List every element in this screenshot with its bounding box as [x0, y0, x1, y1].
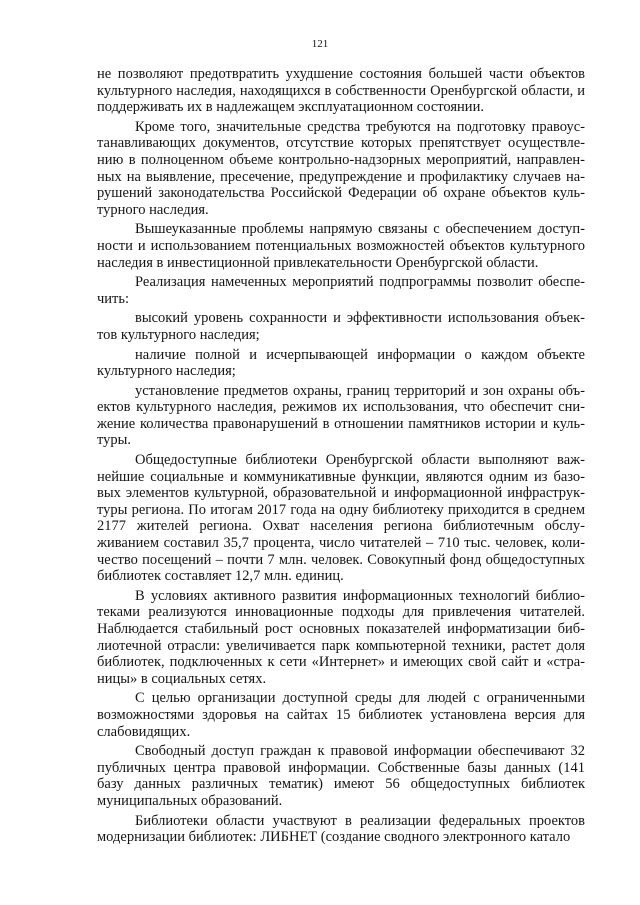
list-item-complete-information: наличие полной и исчерпывающей информации о каждом объекте культурного наследия;: [97, 346, 585, 380]
page-number: 121: [311, 38, 329, 50]
paragraph-public-libraries: Общедоступные библиотеки Оренбургской области выполняют важнейшие социальные и коммуникативные функции, являются одним из базовых элементов культурной, образовательной и информационной инфраструктуры региона. По итогам 2017 года на одну библиотеку приходится в среднем 2177 жителей региона. Охват населения региона библиотечным обслуживанием составил 35,7 процента, число читателей – 710 тыс. человек, количество посещений – почти 7 млн. человек. Совокупный фонд общедоступных библиотек составляет 12,7 млн. единиц.: [97, 452, 585, 585]
paragraph-documentation-costs: Кроме того, значительные средства требуются на подготовку правоустанавливающих документов, отсутствие которых препятствует осуществлению в полноценном объеме контрольно-надзорных мероприятий, направленных на выявление, пресечение, предупреждение и профилактику случаев нарушений законодательства Российской Федерации об охране объектов культурного наследия.: [97, 118, 585, 218]
paragraph-accessible-environment: С целью организации доступной среды для людей с ограниченными возможностями здоровья на сайтах 15 библиотек установлена версия для слабовидящих.: [97, 690, 585, 740]
paragraph-accessibility-problems: Вышеуказанные проблемы напрямую связаны с обеспечением доступности и использованием потенциальных возможностей объектов культурного наследия в инвестиционной привлекательности Оренбургской области.: [97, 221, 585, 271]
paragraph-continuation: не позволяют предотвратить ухудшение состояния большей части объектов культурного наследия, находящихся в собственности Оренбургской области, и поддерживать их в надлежащем эксплуатационном состоянии.: [97, 66, 585, 116]
list-item-protection-zones: установление предметов охраны, границ территорий и зон охраны объектов культурного наследия, режимов их использования, что обеспечит снижение количества правонарушений в отношении памятников истории и культуры.: [97, 382, 585, 449]
paragraph-federal-projects: Библиотеки области участвуют в реализации федеральных проектов модернизации библиотек: ЛИБНЕТ (создание сводного электронного катало: [97, 812, 585, 846]
paragraph-library-informatization: В условиях активного развития информационных технологий библиотеками реализуются инновационные подходы для привлечения читателей. Наблюдается стабильный рост основных показателей информатизации библиотечной отрасли: увеличивается парк компьютерной техники, растет доля библиотек, подключенных к сети «Интернет» и имеющих свой сайт и «страницы» в социальных сетях.: [97, 587, 585, 687]
list-item-preservation-level: высокий уровень сохранности и эффективности использования объектов культурного наследия;: [97, 310, 585, 343]
paragraph-expected-results: Реализация намеченных мероприятий подпрограммы позволит обеспечить:: [97, 274, 585, 307]
paragraph-legal-information: Свободный доступ граждан к правовой информации обеспечивают 32 публичных центра правовой информации. Собственные базы данных (141 базу данных различных тематик) имеют 56 общедоступных библиотек муниципальных образований.: [97, 743, 585, 809]
document-body: [97, 66, 585, 849]
